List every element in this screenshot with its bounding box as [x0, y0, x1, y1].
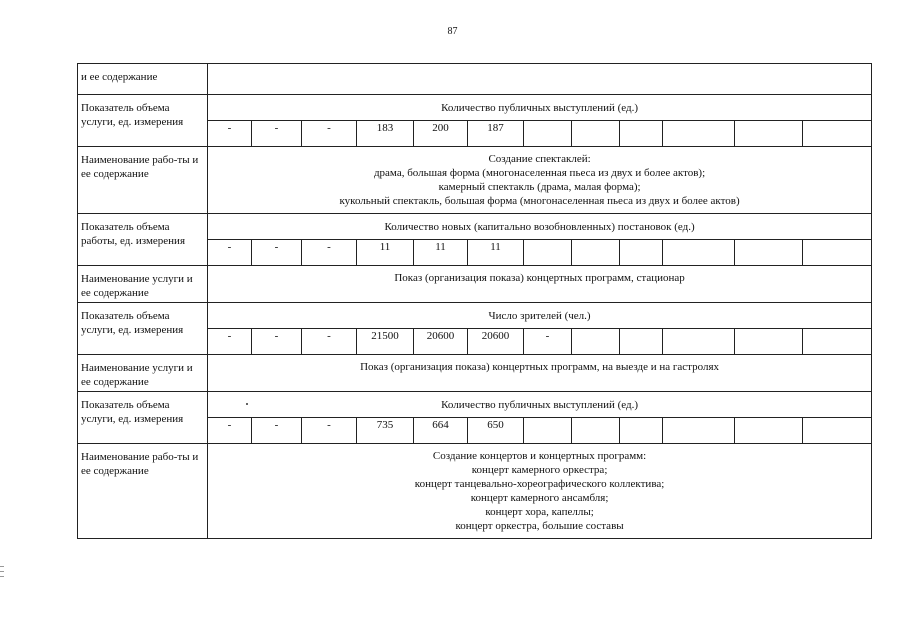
value-cell: -: [252, 121, 302, 147]
description-line: Показ (организация показа) концертных программ, на выезде и на гастролях: [360, 361, 720, 373]
page-number: 87: [447, 26, 458, 37]
volume-header-row: [78, 95, 872, 121]
value-cell: 200: [414, 121, 468, 147]
value-cell: 11: [468, 240, 524, 266]
content-name-row: [78, 355, 872, 392]
value-cell: [524, 240, 572, 266]
description-line: концерт танцевально-хореографического коллектива;: [414, 478, 665, 490]
value-cell: -: [524, 329, 572, 355]
value-cell: [663, 329, 735, 355]
value-cell: [735, 121, 803, 147]
value-cell: 11: [414, 240, 468, 266]
value-cell: -: [252, 240, 302, 266]
description-line: концерт камерного оркестра;: [471, 464, 608, 476]
value-cell: [620, 121, 663, 147]
value-cell: -: [302, 240, 357, 266]
value-cell: [803, 121, 872, 147]
description-line: Создание спектаклей:: [488, 153, 591, 165]
value-cell: -: [252, 329, 302, 355]
content-description: [208, 355, 872, 392]
value-cell: [735, 418, 803, 444]
content-description: [208, 266, 872, 303]
value-cell: -: [302, 121, 357, 147]
service-table: [77, 63, 872, 539]
content-name-row: [78, 64, 872, 95]
value-cell: -: [208, 240, 252, 266]
value-cell: 735: [357, 418, 414, 444]
value-cell: 20600: [468, 329, 524, 355]
value-cell: [524, 418, 572, 444]
content-name-row: [78, 266, 872, 303]
indicator-header: Число зрителей (чел.): [208, 303, 872, 329]
description-line: концерт хора, капеллы;: [485, 506, 594, 518]
value-cell: [803, 329, 872, 355]
row-label: Показатель объема услуги, ед. измерения: [78, 303, 208, 355]
indicator-header: Количество публичных выступлений (ед.): [208, 392, 872, 418]
description-line: драма, большая форма (многонаселенная пьеса из двух и более актов);: [373, 167, 706, 179]
description-line: Показ (организация показа) концертных программ, стационар: [394, 272, 685, 284]
volume-header-row: [78, 303, 872, 329]
value-cell: [735, 329, 803, 355]
value-cell: [663, 240, 735, 266]
row-label: Наименование услуги и ее содержание: [78, 355, 208, 392]
row-label: Показатель объема работы, ед. измерения: [78, 214, 208, 266]
value-cell: [620, 418, 663, 444]
value-cell: [572, 240, 620, 266]
value-cell: 664: [414, 418, 468, 444]
value-cell: [572, 121, 620, 147]
value-cell: 21500: [357, 329, 414, 355]
margin-marks: [0, 566, 4, 581]
description-line: камерный спектакль (драма, малая форма);: [438, 181, 641, 193]
indicator-header: Количество публичных выступлений (ед.): [208, 95, 872, 121]
value-cell: 187: [468, 121, 524, 147]
value-cell: -: [302, 329, 357, 355]
value-cell: -: [208, 121, 252, 147]
value-cell: 650: [468, 418, 524, 444]
row-label: и ее содержание: [78, 64, 208, 95]
row-label: Наименование рабо-ты и ее содержание: [78, 147, 208, 214]
description-line: концерт камерного ансамбля;: [470, 492, 609, 504]
content-name-row: [78, 147, 872, 214]
value-cell: [572, 418, 620, 444]
volume-header-row: [78, 214, 872, 240]
description-line: кукольный спектакль, большая форма (многонаселенная пьеса из двух и более актов): [339, 195, 740, 207]
value-cell: 183: [357, 121, 414, 147]
value-cell: 11: [357, 240, 414, 266]
value-cell: 20600: [414, 329, 468, 355]
content-name-row: [78, 444, 872, 539]
value-cell: [572, 329, 620, 355]
value-cell: [735, 240, 803, 266]
row-label: Наименование рабо-ты и ее содержание: [78, 444, 208, 539]
volume-header-row: [78, 392, 872, 418]
description-line: Создание концертов и концертных программ:: [432, 450, 647, 462]
value-cell: [620, 240, 663, 266]
value-cell: [663, 418, 735, 444]
value-cell: -: [208, 329, 252, 355]
row-label: Показатель объема услуги, ед. измерения: [78, 392, 208, 444]
value-cell: [803, 418, 872, 444]
value-cell: [803, 240, 872, 266]
value-cell: [663, 121, 735, 147]
row-label: Наименование услуги и ее содержание: [78, 266, 208, 303]
content-description: [208, 147, 872, 214]
content-description: [208, 444, 872, 539]
value-cell: -: [252, 418, 302, 444]
description-line: концерт оркестра, большие составы: [455, 520, 624, 532]
value-cell: -: [302, 418, 357, 444]
content-description: [208, 64, 872, 95]
row-label: Показатель объема услуги, ед. измерения: [78, 95, 208, 147]
value-cell: -: [208, 418, 252, 444]
value-cell: [524, 121, 572, 147]
value-cell: [620, 329, 663, 355]
scan-dot: [246, 403, 248, 405]
indicator-header: Количество новых (капитально возобновленных) постановок (ед.): [208, 214, 872, 240]
